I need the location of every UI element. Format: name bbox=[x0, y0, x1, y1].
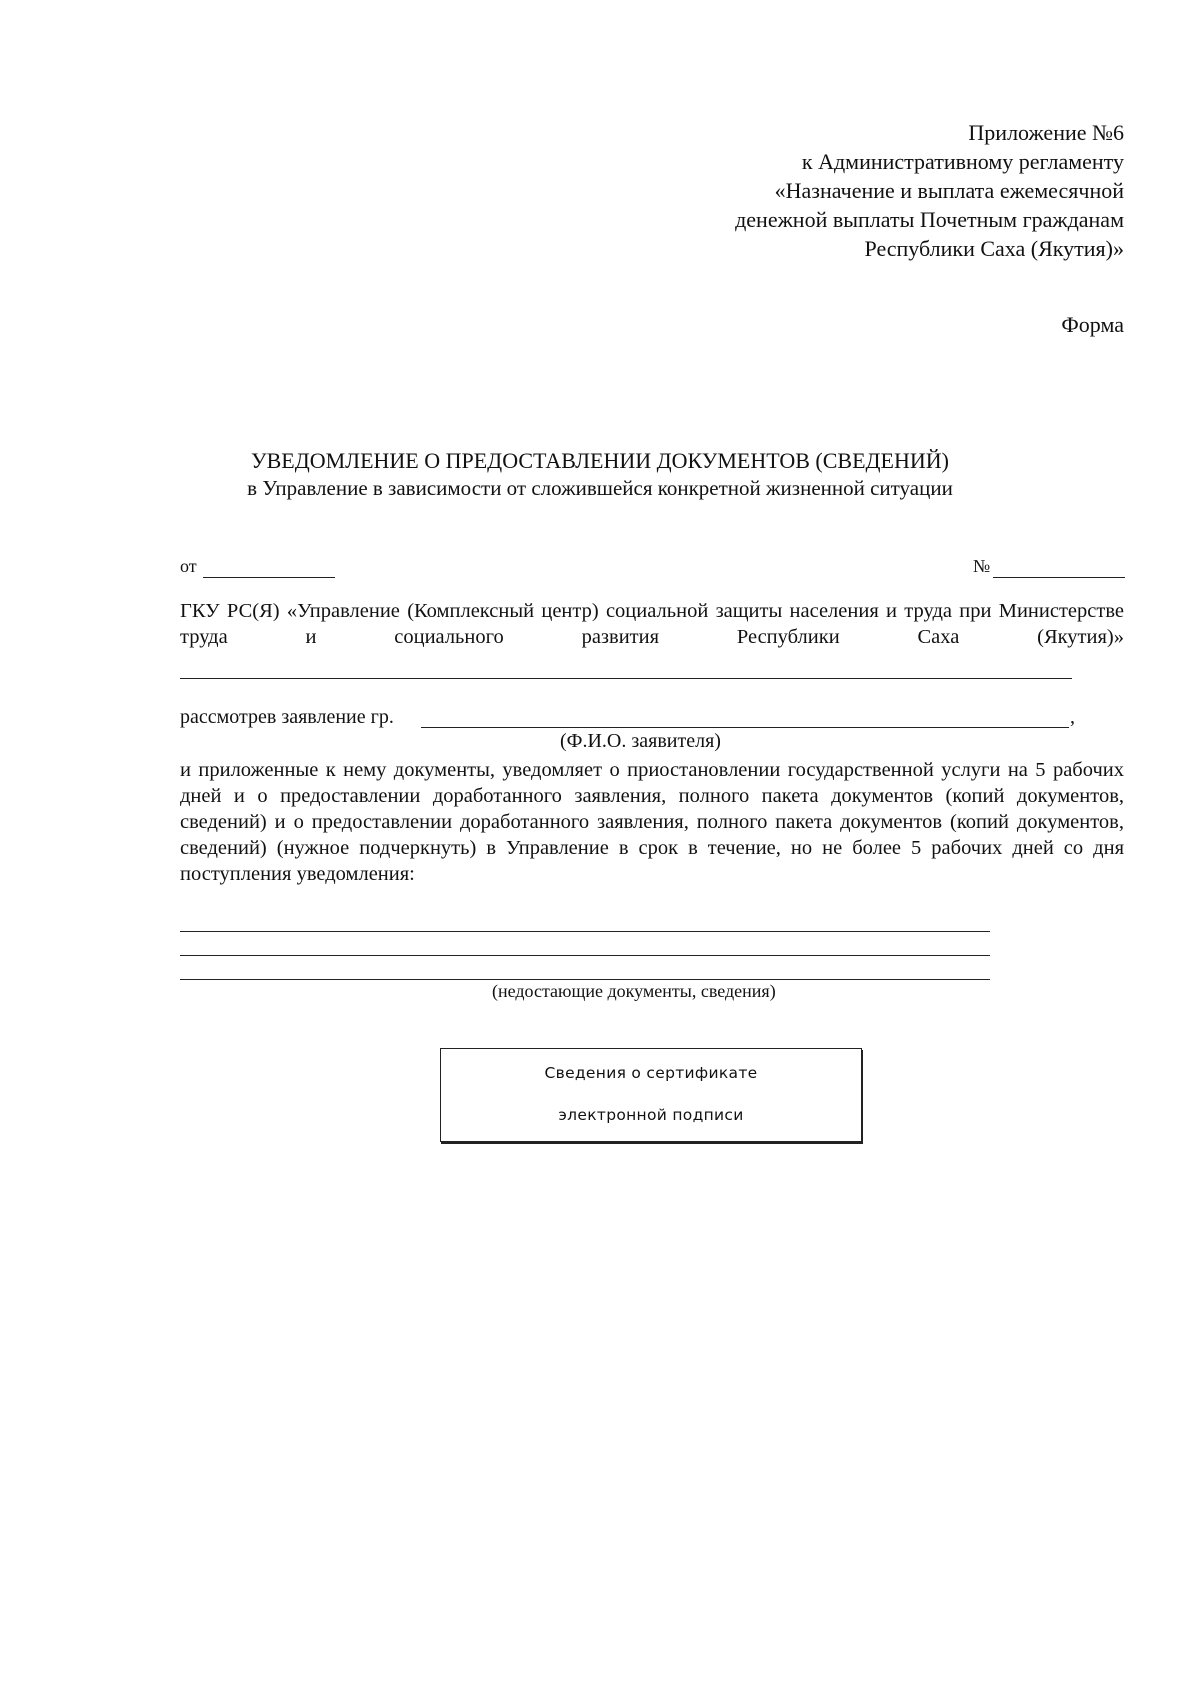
appendix-line: Приложение №6 bbox=[968, 120, 1124, 145]
signature-certificate-box bbox=[440, 1048, 862, 1142]
missing-documents-line-2[interactable] bbox=[180, 955, 990, 956]
missing-documents-line-1[interactable] bbox=[180, 931, 990, 932]
from-label: от bbox=[180, 556, 197, 576]
fio-caption: (Ф.И.О. заявителя) bbox=[560, 730, 721, 752]
document-title: УВЕДОМЛЕНИЕ О ПРЕДОСТАВЛЕНИИ ДОКУМЕНТОВ (СВЕДЕНИЙ) bbox=[251, 448, 949, 473]
missing-documents-line-3[interactable] bbox=[180, 979, 990, 980]
appendix-line: «Назначение и выплата ежемесячной bbox=[774, 178, 1124, 203]
organization-name: ГКУ РС(Я) «Управление (Комплексный центр) социальной защиты населения и труда при Министерстве труда и социального развития Республики Саха (Якутия)» bbox=[180, 600, 1124, 648]
from-date-field-line[interactable] bbox=[203, 577, 335, 578]
appendix-line: к Административному регламенту bbox=[801, 149, 1124, 174]
certificate-label-line2: электронной подписи bbox=[558, 1106, 744, 1124]
number-field-line[interactable] bbox=[993, 577, 1125, 578]
applicant-name-field-line[interactable] bbox=[421, 727, 1069, 728]
comma: , bbox=[1070, 706, 1075, 728]
certificate-label-line1: Сведения о сертификате bbox=[544, 1064, 758, 1082]
appendix-line: денежной выплаты Почетным гражданам bbox=[735, 207, 1124, 232]
appendix-header bbox=[735, 118, 1124, 263]
number-label: № bbox=[973, 556, 991, 576]
organization-underline bbox=[180, 678, 1072, 679]
missing-documents-caption: (недостающие документы, сведения) bbox=[492, 981, 776, 1001]
document-subtitle: в Управление в зависимости от сложившейся конкретной жизненной ситуации bbox=[247, 476, 953, 500]
reviewed-label: рассмотрев заявление гр. bbox=[180, 706, 394, 728]
form-label: Форма bbox=[1061, 312, 1124, 337]
notification-body: и приложенные к нему документы, уведомляет о приостановлении государственной услуги на 5 рабочих дней и о предоставлении доработанного заявления, полного пакета документов (копий документов, сведений) и о предоставлении доработанного заявления, полного пакета документов (копий документов, сведений) (нужное подчеркнуть) в Управление в срок в течение, но не более 5 рабочих дней со дня поступления уведомления: bbox=[180, 759, 1124, 885]
appendix-line: Республики Саха (Якутия)» bbox=[864, 236, 1124, 261]
